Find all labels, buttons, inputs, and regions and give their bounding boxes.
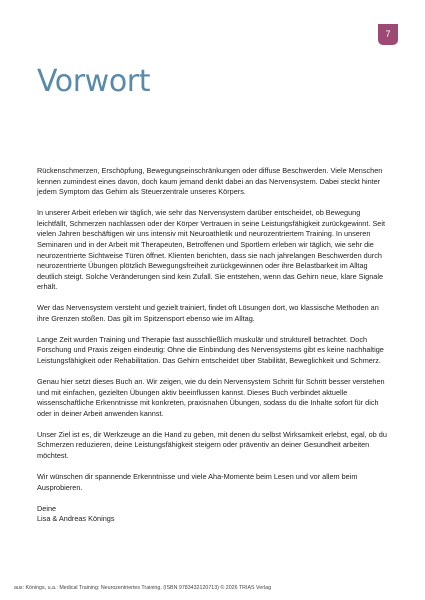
page-number-badge: 7	[378, 24, 398, 45]
paragraph-4: Lange Zeit wurden Training und Therapie fast ausschließlich muskulär und strukturell betrachtet. Doch Forschung und Praxis zeigen eindeutig: Ohne die Einbindung des Nervensystems gibt es keine nachhaltige Leistungsfähigkeit oder Rehabilitation. Das Gehirn entscheidet über Stabilität, Beweglichkeit und Schmerz.	[37, 334, 384, 366]
signature-greeting: Deine	[37, 503, 57, 513]
signature-names: Lisa & Andreas Könings	[37, 514, 115, 524]
body-text	[37, 166, 389, 525]
paragraph-2: In unserer Arbeit erleben wir täglich, wie sehr das Nervensystem darüber entscheidet, ob Bewegung leichtfällt, Schmerzen nachlassen oder der Körper Vertrauen in seine Leistungsfähigkeit zurückgewinnt. Seit vielen Jahren beschäftigen wir uns intensiv mit Neuroathletik und neurozentriertem Training. In unseren Seminaren und in der Arbeit mit Therapeuten, Betroffenen und Sportlern erleben wir täglich, wie sehr die neurozentrierte Sichtweise Türen öffnet. Klienten berichten, dass sie nach jahrelangen Beschwerden durch neurozentrierte Übungen plötzlich Bewegungsfreiheit zurückgewinnen oder ihre Belastbarkeit im Alltag deutlich steigt. Solche Veränderungen sind kein Zufall. Sie entstehen, wenn das Gehirn neue, klare Signale erhält.	[37, 208, 386, 292]
paragraph-3: Wer das Nervensystem versteht und gezielt trainiert, findet oft Lösungen dort, wo klassische Methoden an ihre Grenzen stoßen. Das gilt im Spitzensport ebenso wie im Alltag.	[37, 303, 379, 323]
paragraph-6: Unser Ziel ist es, dir Werkzeuge an die Hand zu geben, mit denen du selbst Wirksamkeit erlebst, egal, ob du Schmerzen reduzieren, deine Leistungsfähigkeit steigern oder präventiv an deiner Gesundheit arbeiten möchtest.	[37, 429, 387, 461]
paragraph-5: Genau hier setzt dieses Buch an. Wir zeigen, wie du dein Nervensystem Schritt für Schritt besser verstehen und mit einfachen, gezielten Übungen aktiv beeinflussen kannst. Dieses Buch verbindet aktuelle wissenschaftliche Erkenntnisse mit konkreten, praxisnahen Übungen, sodass du die Inhalte sofort für dich oder in deiner Arbeit anwenden kannst.	[37, 377, 385, 418]
source-footer: aus: Könings, u.a.: Medical Training: Neurozentriertes Training, (ISBN 9783432120713) © 2026 TRIAS Verlag	[14, 585, 272, 591]
paragraph-7: Wir wünschen dir spannende Erkenntnisse und viele Aha-Momente beim Lesen und vor allem beim Ausprobieren.	[37, 472, 358, 492]
page-title: Vorwort	[37, 64, 151, 99]
paragraph-1: Rückenschmerzen, Erschöpfung, Bewegungseinschränkungen oder diffuse Beschwerden. Viele Menschen kennen zumindest eines davon, doch kaum jemand denkt dabei an das Nervensystem. Dabei steckt hinter jedem Symptom das Gehirn als Steuerzentrale unseres Körpers.	[37, 166, 383, 197]
